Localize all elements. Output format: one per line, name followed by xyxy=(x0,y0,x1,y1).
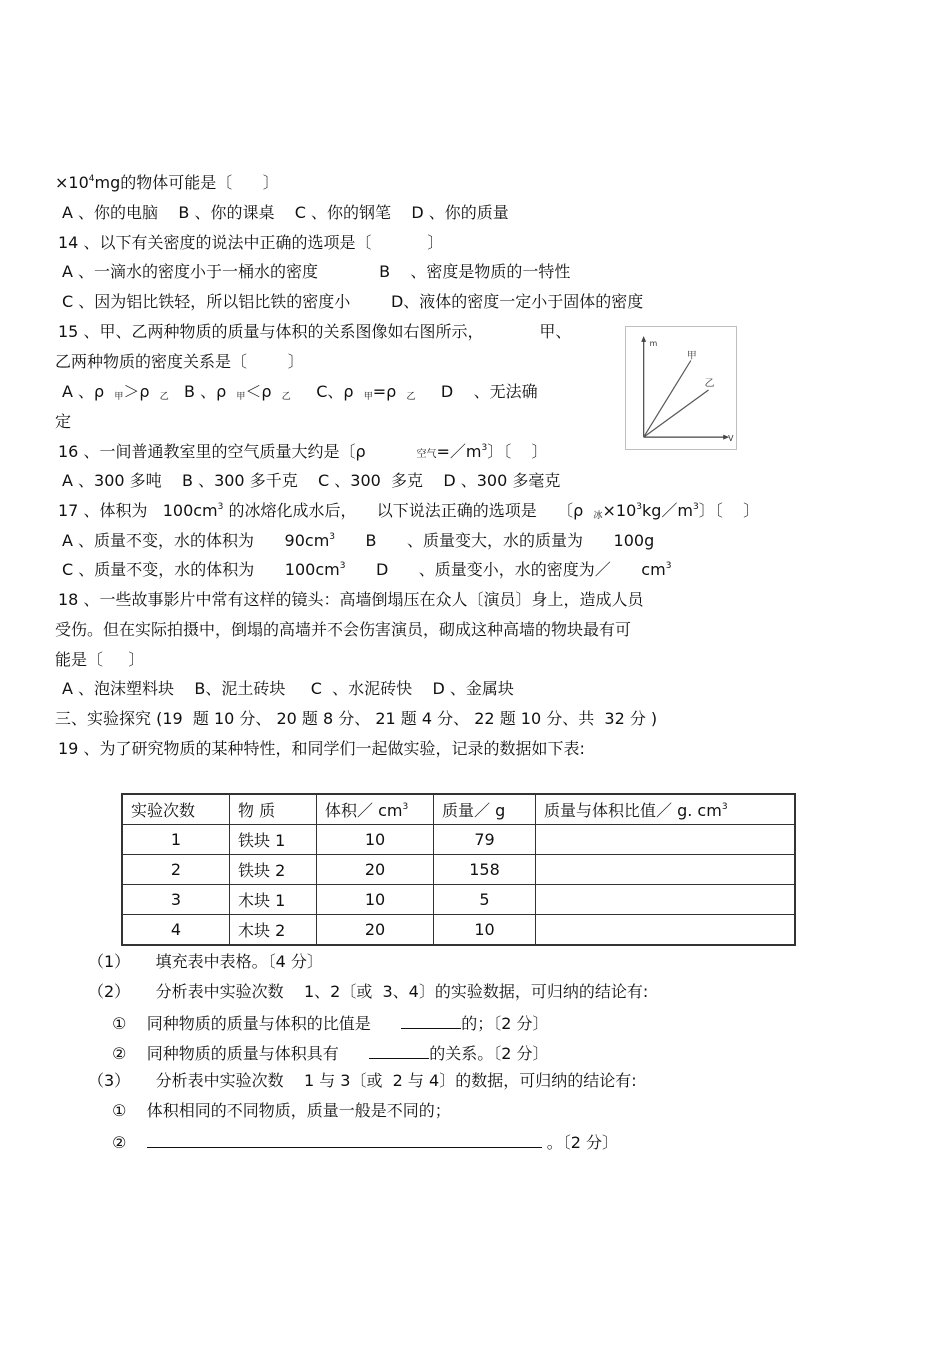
cell-substance: 木块 1 xyxy=(230,885,317,915)
q18-stem-3: 能是〔 〕 xyxy=(55,650,145,669)
q18-options: A 、泡沫塑料块 B、泥土砖块 C 、水泥砖快 D 、金属块 xyxy=(62,679,514,698)
task-1: （1） 填充表中表格。〔4 分〕 xyxy=(88,952,323,971)
cell-substance: 木块 2 xyxy=(230,915,317,946)
table-row xyxy=(122,885,795,915)
q17-options-cd: C 、质量不变，水的体积为 $100cm^3$ D 、质量变小，水的密度为／ $cm^3$ xyxy=(62,560,672,579)
q14-stem: 14 、以下有关密度的说法中正确的选项是〔 〕 xyxy=(58,233,444,252)
header-volume: 体积／ $cm^3$ xyxy=(317,794,434,825)
cell-substance: 铁块 2 xyxy=(230,855,317,885)
cell-volume: 10 xyxy=(317,885,434,915)
task-3-item-2: ② 。〔2 分〕 xyxy=(112,1133,619,1152)
line-jia-label: 甲 xyxy=(686,350,697,362)
cell-mass: 10 xyxy=(434,915,536,946)
line-jia xyxy=(644,361,691,438)
answer-blank[interactable] xyxy=(147,1131,542,1148)
q15-stem-1: 15 、甲、乙两种物质的质量与体积的关系图像如右图所示， 甲、 xyxy=(58,322,572,341)
header-ratio: 质量与体积比值／ g. $cm^3$ xyxy=(536,794,796,825)
header-trial: 实验次数 xyxy=(122,794,230,825)
q15-stem-2: 乙两种物质的密度关系是〔 〕 xyxy=(55,352,304,371)
answer-blank[interactable] xyxy=(401,1012,461,1029)
table-header-row xyxy=(122,794,795,825)
mass-volume-graph xyxy=(625,326,737,450)
cell-ratio[interactable] xyxy=(536,915,796,946)
section-3-heading: 三、实验探究 (19 题 10 分、 20 题 8 分、 21 题 4 分、 22 题 10 分、共 32 分 ) xyxy=(55,709,658,728)
cell-mass: 79 xyxy=(434,825,536,855)
table-row xyxy=(122,855,795,885)
q13-tail: $\times 10^4mg$的物体可能是〔 〕 xyxy=(55,173,279,192)
q18-stem-1: 18 、一些故事影片中常有这样的镜头：高墙倒塌压在众人〔演员〕身上，造成人员 xyxy=(58,590,644,609)
cell-volume: 20 xyxy=(317,855,434,885)
line-yi xyxy=(644,390,709,437)
cell-volume: 10 xyxy=(317,825,434,855)
task-3: （3） 分析表中实验次数 1 与 3〔或 2 与 4〕的数据，可归纳的结论有: xyxy=(88,1071,637,1090)
cell-mass: 5 xyxy=(434,885,536,915)
cell-trial: 1 xyxy=(122,825,230,855)
task-2: （2） 分析表中实验次数 1、2〔或 3、4〕的实验数据，可归纳的结论有: xyxy=(88,982,649,1001)
cell-ratio[interactable] xyxy=(536,885,796,915)
x-axis-label: V xyxy=(728,434,734,444)
q18-stem-2: 受伤。但在实际拍摄中，倒塌的高墙并不会伤害演员，砌成这种高墙的物块最有可 xyxy=(55,620,632,639)
q14-options-cd: C 、因为铝比铁轻，所以铝比铁的密度小 D、液体的密度一定小于固体的密度 xyxy=(62,292,644,311)
cell-trial: 2 xyxy=(122,855,230,885)
cell-trial: 3 xyxy=(122,885,230,915)
cell-mass: 158 xyxy=(434,855,536,885)
q15-continued: 定 xyxy=(55,412,72,431)
q14-options-ab: A 、一滴水的密度小于一桶水的密度 B 、密度是物质的一特性 xyxy=(62,262,571,281)
q16-options: A 、300 多吨 B 、300 多千克 C 、300 多克 D 、300 多毫克 xyxy=(62,471,561,490)
task-3-item-1: ① 体积相同的不同物质，质量一般是不同的； xyxy=(112,1101,451,1120)
cell-substance: 铁块 1 xyxy=(230,825,317,855)
cell-ratio[interactable] xyxy=(536,825,796,855)
y-axis-label: m xyxy=(649,338,658,348)
cell-volume: 20 xyxy=(317,915,434,946)
task-2-item-1: ① 同种物质的质量与体积的比值是 的；〔2 分〕 xyxy=(112,1014,549,1033)
q17-options-ab: A 、质量不变，水的体积为 $90cm^3$ B 、质量变大，水的质量为 100g xyxy=(62,531,655,550)
table-row xyxy=(122,915,795,946)
header-substance: 物 质 xyxy=(230,794,317,825)
cell-trial: 4 xyxy=(122,915,230,946)
q16-stem: 16 、一间普通教室里的空气质量大约是〔ρ 空气$=/m^3$〕〔 〕 xyxy=(58,442,548,461)
task-2-item-2: ② 同种物质的质量与体积具有 的关系。〔2 分〕 xyxy=(112,1044,549,1063)
q19-stem: 19 、为了研究物质的某种特性，和同学们一起做实验，记录的数据如下表: xyxy=(58,739,585,758)
q13-options: A 、你的电脑 B 、你的课桌 C 、你的钢笔 D 、你的质量 xyxy=(62,203,509,222)
answer-blank[interactable] xyxy=(369,1042,429,1059)
header-mass: 质量／ g xyxy=(434,794,536,825)
q17-stem: 17 、体积为 $100cm^3$ 的冰熔化成水后， 以下说法正确的选项是 〔ρ $_冰\times 10^3kg/m^3$〕〔 〕 xyxy=(58,501,760,521)
line-yi-label: 乙 xyxy=(704,378,715,390)
table-row xyxy=(122,825,795,855)
cell-ratio[interactable] xyxy=(536,855,796,885)
experiment-table xyxy=(121,793,796,946)
q15-options: A 、ρ $_甲$＞ρ $_乙$ B 、ρ $_甲$＜ρ $_乙$ C、ρ $_甲$=ρ $_乙$ D 、无法确 xyxy=(62,382,538,402)
